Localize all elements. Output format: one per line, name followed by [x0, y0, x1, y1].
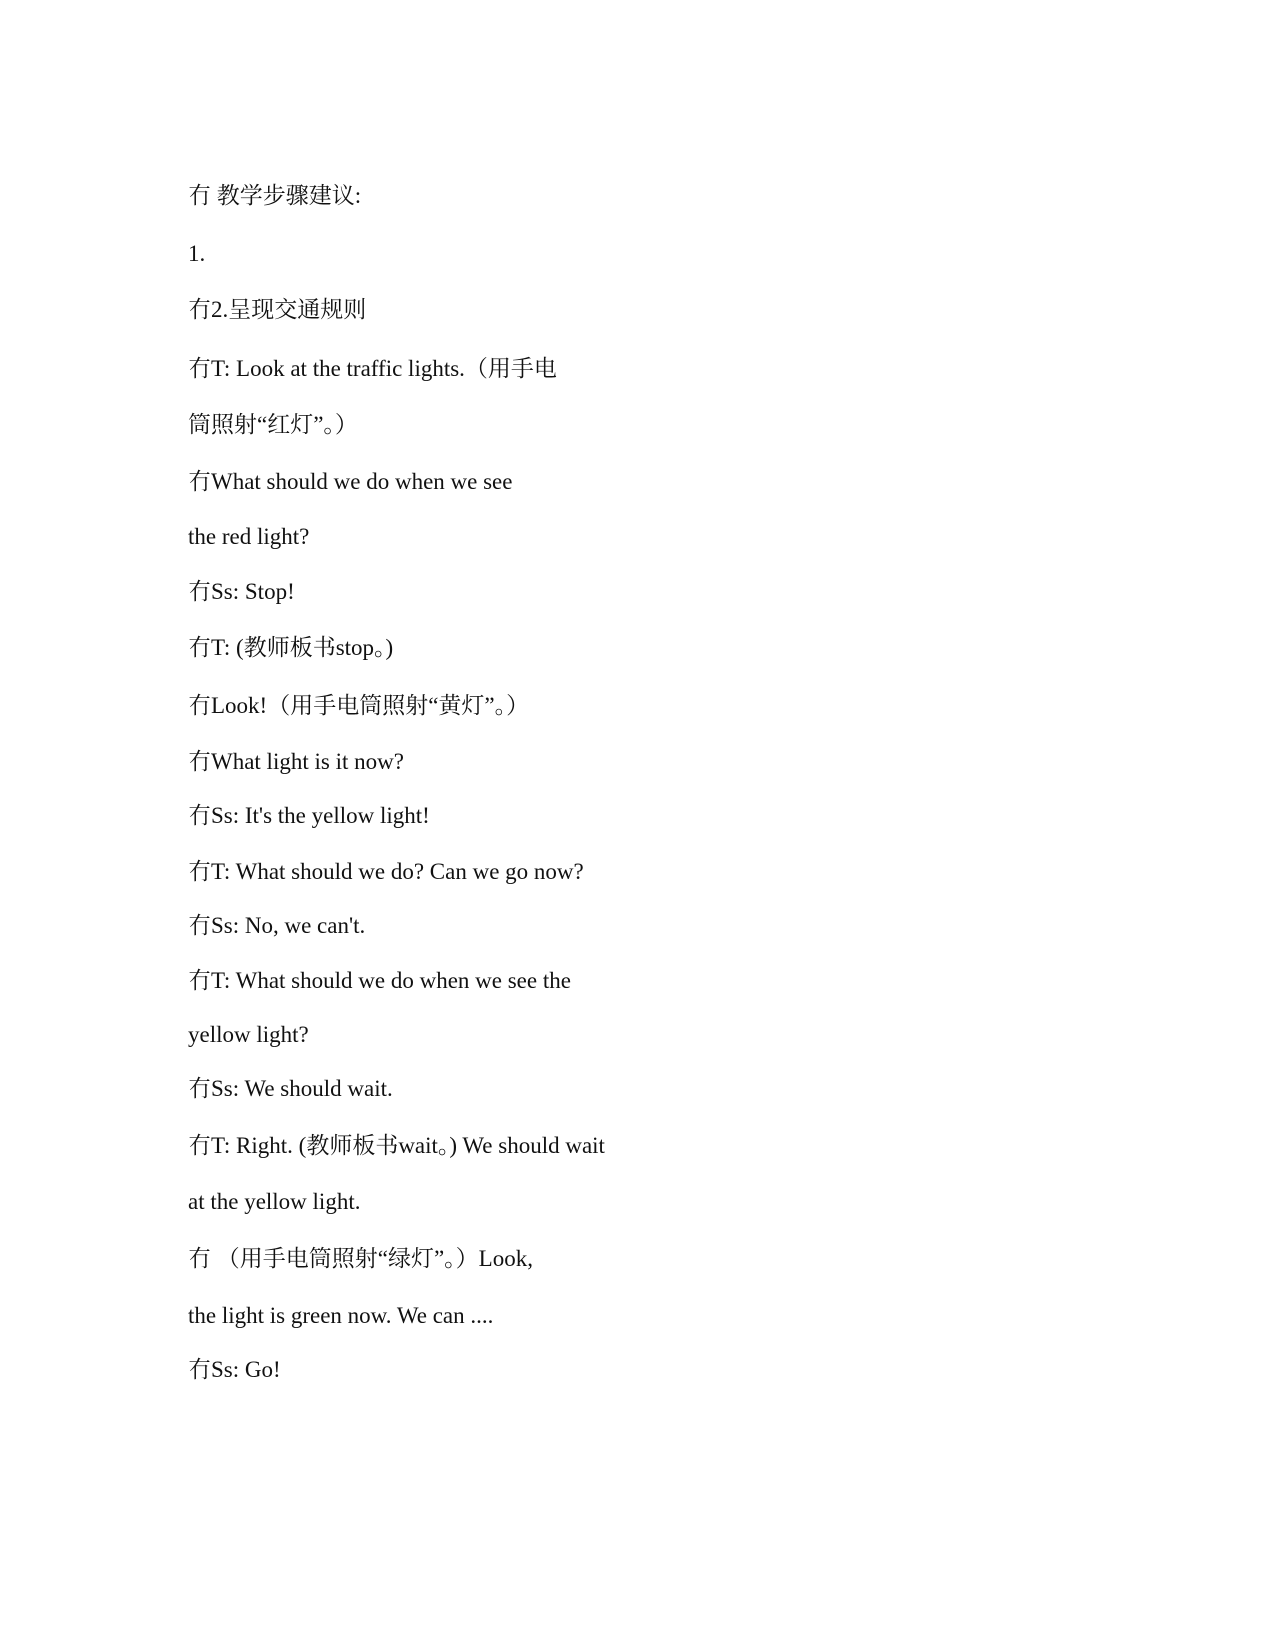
- heading-teaching-steps: 冇 教学步骤建议:: [188, 183, 362, 208]
- dialogue-line: 冇What light is it now?: [188, 749, 404, 774]
- dialogue-line: the light is green now. We can ....: [188, 1303, 494, 1328]
- dialogue-line: 冇T: What should we do when we see the: [188, 968, 571, 993]
- step-2-heading: 冇2.呈现交通规则: [188, 297, 367, 322]
- dialogue-line: 冇Look!（用手电筒照射“黄灯”。）: [188, 693, 530, 718]
- dialogue-line: 冇T: (教师板书stop。): [188, 635, 394, 660]
- dialogue-line: yellow light?: [188, 1022, 309, 1047]
- dialogue-line: 筒照射“红灯”。）: [188, 412, 358, 437]
- dialogue-line: 冇Ss: Go!: [188, 1357, 281, 1382]
- dialogue-line: 冇What should we do when we see: [188, 469, 513, 494]
- dialogue-line: 冇T: What should we do? Can we go now?: [188, 859, 584, 884]
- dialogue-line: 冇Ss: Stop!: [188, 579, 295, 604]
- dialogue-line: 冇T: Right. (教师板书wait。) We should wait: [188, 1133, 605, 1158]
- step-1-number: 1.: [188, 241, 206, 266]
- dialogue-line: 冇T: Look at the traffic lights.（用手电: [188, 356, 557, 381]
- dialogue-line: 冇Ss: It's the yellow light!: [188, 803, 430, 828]
- dialogue-line: at the yellow light.: [188, 1189, 361, 1214]
- dialogue-line: 冇Ss: No, we can't.: [188, 913, 366, 938]
- dialogue-line: the red light?: [188, 524, 310, 549]
- dialogue-line: 冇 （用手电筒照射“绿灯”。）Look,: [188, 1246, 533, 1271]
- dialogue-line: 冇Ss: We should wait.: [188, 1076, 393, 1101]
